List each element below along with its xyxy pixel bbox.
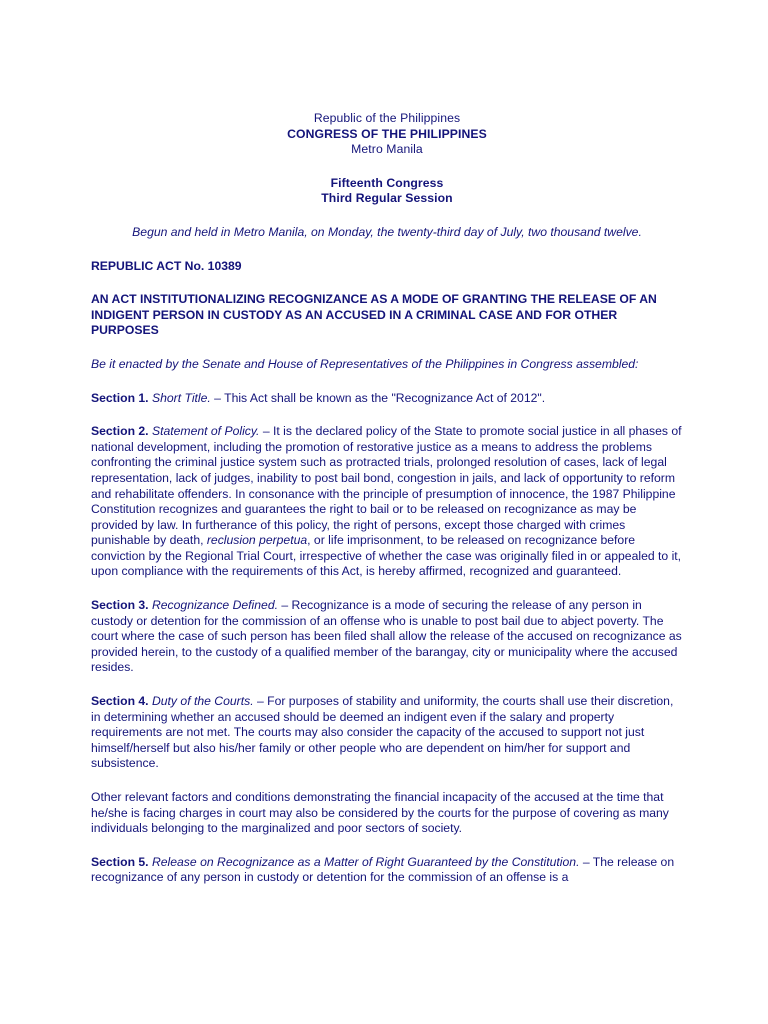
section-text: – Recognizance is a mode of securing the release of any person in custody or detention for the commission of an offense who is unable to post bail due to abject poverty. The court where the case of such person has been filed shall allow the release of the accused on recognizance as provided herein, to the custody of a qualified member of the barangay, city or municipality where the accused resides. [91,598,682,675]
section-heading: Statement of Policy. [151,424,260,439]
section-4-paragraph-2: Other relevant factors and conditions demonstrating the financial incapacity of the accused at the time that he/she is facing charges in court may also be considered by the courts for the purpose of covering as many individuals belonging to the marginalized and poor sectors of society. [91,790,669,836]
section-heading: Release on Recognizance as a Matter of Right Guaranteed by the Constitution. [151,854,580,869]
document-header [91,111,683,207]
section-text-continued: , or life imprisonment, to be released on recognizance before conviction by the Regional Trial Court, irrespective of whether the case was originally filed in or appealed to it, upon compliance with the requirements of this Act, is hereby affirmed, recognized and guaranteed. [91,533,682,579]
section-3 [91,598,683,676]
latin-term: reclusion perpetua [206,533,308,548]
section-heading: Duty of the Courts. [151,694,254,709]
section-text: – This Act shall be known as the "Recognizance Act of 2012". [210,390,546,405]
section-4 [91,694,683,772]
section-number: Section 2. [91,424,149,439]
document-page [91,111,683,886]
section-text: – It is the declared policy of the State to promote social justice in all phases of national development, including the promotion of restorative justice as a means to address the problems confronting the criminal justice system such as protracted trials, prolonged resolution of cases, lack of legal representation, lack of judges, inability to post bail bond, congestion in jails, and lack of opportunity to reform and rehabilitate offenders. In consonance with the principle of presumption of innocence, the 1987 Philippine Constitution recognizes and guarantees the right to bail or to be released on recognizance as may be provided by law. In furtherance of this policy, the right of persons, except those charged with crimes punishable by death, [91,424,682,548]
section-5 [91,855,683,886]
section-number: Section 3. [91,598,149,613]
section-heading: Short Title. [151,390,211,405]
congress-name: CONGRESS OF THE PHILIPPINES [287,126,487,141]
section-number: Section 5. [91,854,149,869]
act-number: REPUBLIC ACT No. 10389 [91,258,242,273]
section-number: Section 4. [91,694,149,709]
section-1 [91,391,683,407]
republic-line: Republic of the Philippines [313,111,461,125]
session-line: Third Regular Session [321,191,453,206]
section-text: – The release on recognizance of any person in custody or detention for the commission of an offense is a [91,854,675,885]
section-text: – For purposes of stability and uniformity, the courts shall use their discretion, in determining whether an accused should be deemed an indigent even if the salary and property requirements are not met. The courts may also consider the capacity of the accused to support not just himself/herself but also his/her family or other people who are dependent on him/her for support and subsistence. [91,694,674,771]
act-title: AN ACT INSTITUTIONALIZING RECOGNIZANCE AS A MODE OF GRANTING THE RELEASE OF AN INDIGENT PERSON IN CUSTODY AS AN ACCUSED IN A CRIMINAL CASE AND FOR OTHER PURPOSES [91,292,657,338]
begun-statement: Begun and held in Metro Manila, on Monday, the twenty-third day of July, two thousand twelve. [132,224,642,239]
enacting-clause: Be it enacted by the Senate and House of Representatives of the Philippines in Congress assembled: [91,356,639,371]
congress-number: Fifteenth Congress [330,175,444,190]
section-heading: Recognizance Defined. [151,598,278,613]
section-number: Section 1. [91,390,149,405]
location-line: Metro Manila [351,142,423,157]
section-2 [91,424,683,580]
